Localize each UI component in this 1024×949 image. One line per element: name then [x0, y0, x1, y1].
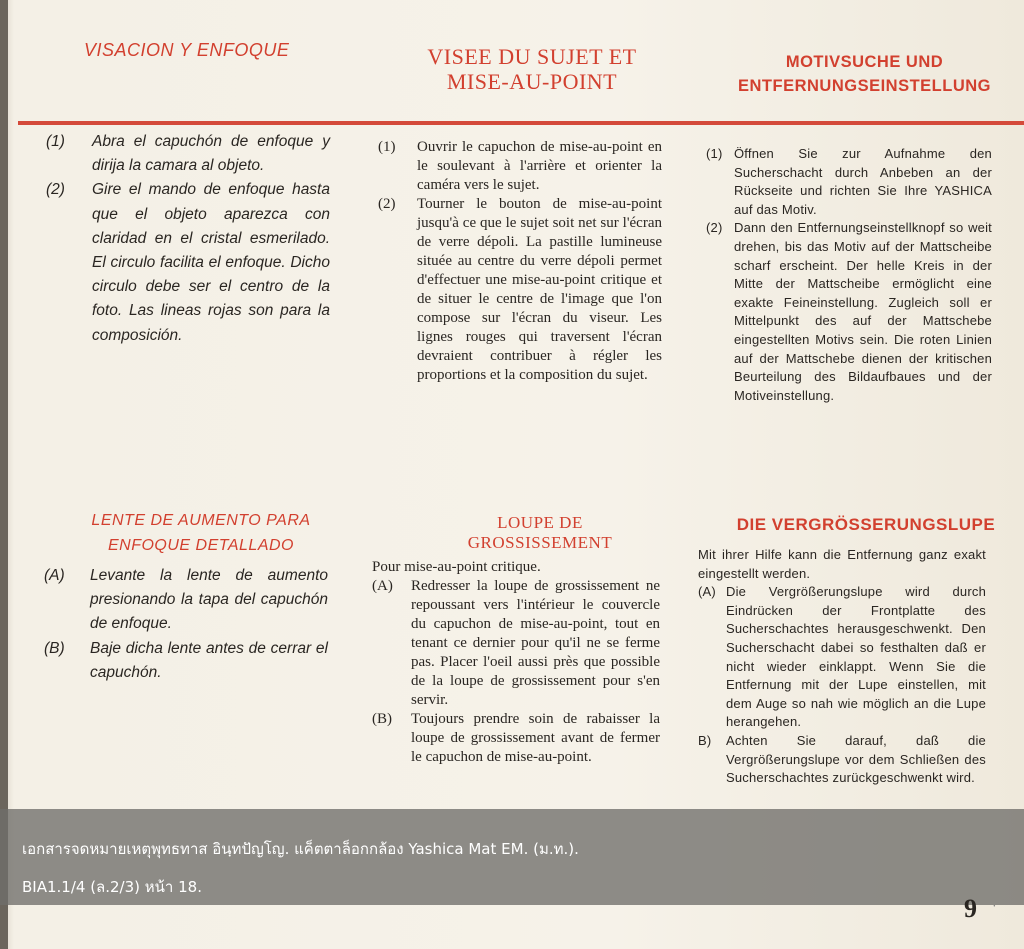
subheading-spanish-line1: LENTE DE AUMENTO PARA [91, 512, 311, 529]
item-number: (2) [706, 220, 723, 236]
list-item [706, 219, 992, 405]
list-item [698, 732, 986, 788]
item-number: (1) [378, 139, 396, 155]
german-magnifier-instructions [698, 546, 986, 788]
spanish-magnifier-instructions [44, 564, 328, 685]
subheading-german [726, 515, 1006, 535]
item-text: Die Vergrößerungslupe wird durch Eindrücken der Frontplatte des Sucherschachtes herausgeschwenkt. Den Sucherschacht dabei so festhalten daß er nicht wieder einklappt. Wenn Sie die Entfernung mit der Lupe einstellen, mit dem Auge so nah wie möglich an die Lupe herangehen. [726, 584, 986, 730]
item-number: (1) [46, 133, 65, 150]
archive-caption-overlay [0, 809, 1024, 905]
french-focus-instructions [378, 138, 662, 385]
subheading-german-text: DIE VERGRÖSSERUNGSLUPE [736, 515, 996, 534]
item-text: Redresser la loupe de grossissement ne repoussant vers l'intérieur le couvercle du capuchon de mise-au-point, tout en tenant ce dernier pour qu'il ne se ferme pas. Placer l'oeil aussi près que possible de la loupe de grossissement pour s'en servir. [411, 578, 660, 708]
list-item [44, 564, 328, 637]
heading-german [722, 50, 1007, 98]
heading-german-line1: MOTIVSUCHE UND [785, 53, 944, 71]
list-item [372, 710, 660, 767]
subheading-french [420, 513, 660, 553]
red-divider-rule [18, 121, 1024, 125]
page-mark: ˙ [992, 903, 997, 918]
french-magnifier-instructions [372, 558, 660, 767]
list-item [378, 195, 662, 385]
book-spine-shadow [0, 0, 8, 949]
item-text: Tourner le bouton de mise-au-point jusqu'à ce que le sujet soit net sur l'écran de verre dépoli. La pastille lumineuse située au centre du verre dépoli permet d'effectuer une mise-au-point critique et de situer le centre de l'image que l'on compose sur l'écran du viseur. Les lignes rouges qui traversent l'écran devraient contribuer à régler les proportions et la composition du sujet. [417, 196, 662, 383]
heading-french-line2: MISE-AU-POINT [446, 69, 618, 94]
list-item [378, 138, 662, 195]
intro-text: Pour mise-au-point critique. [372, 559, 541, 575]
item-text: Toujours prendre soin de rabaisser la loupe de grossissement avant de fermer le capuchon de mise-au-point. [411, 711, 660, 765]
item-text: Ouvrir le capuchon de mise-au-point en le soulevant à l'arrière et orienter la caméra vers le sujet. [417, 139, 662, 193]
list-item [372, 577, 660, 710]
german-focus-instructions [706, 145, 992, 405]
list-item [698, 583, 986, 732]
item-number: B) [698, 732, 712, 748]
heading-spanish-text: VISACION Y ENFOQUE [84, 40, 290, 60]
item-number: (2) [378, 196, 396, 212]
heading-german-line2: ENTFERNUNGSEINSTELLUNG [737, 77, 991, 95]
item-number: (1) [706, 146, 723, 161]
item-number: (B) [372, 711, 392, 727]
heading-spanish [84, 40, 304, 61]
item-text: Baje dicha lente antes de cerrar el capuchón. [90, 639, 328, 681]
subheading-spanish-line2: ENFOQUE DETALLADO [107, 537, 294, 554]
item-number: (A) [698, 584, 716, 600]
caption-line1: เอกสารจดหมายเหตุพุทธทาส อินฺทปัญโญ. แค็ตตาล็อกกล้อง Yashica Mat EM. (ม.ท.). [22, 840, 579, 858]
caption-line2: BIA1.1/4 (ล.2/3) หน้า 18. [22, 878, 202, 896]
list-item [706, 145, 992, 219]
list-item [44, 637, 328, 685]
intro-text: Mit ihrer Hilfe kann die Entfernung ganz exakt eingestellt werden. [698, 547, 986, 581]
item-text: Levante la lente de aumento presionando la tapa del capuchón de enfoque. [90, 567, 328, 633]
subheading-spanish [56, 508, 346, 558]
item-number: (A) [372, 578, 393, 594]
item-text: Öffnen Sie zur Aufnahme den Sucherschacht durch Anbeben an der Rückseite und richten Sie Ihre YASHICA auf das Motiv. [734, 146, 992, 217]
item-text: Gire el mando de enfoque hasta que el objeto aparezca con claridad en el cristal esmerilado. El circulo facilita el enfoque. Dicho circulo debe ser el centro de la foto. Las lineas rojas son para la composición. [92, 181, 330, 344]
heading-french-line1: VISEE DU SUJET ET [427, 44, 637, 69]
item-text: Dann den Entfernungseinstellknopf so weit drehen, bis das Motiv auf der Mattscheibe scharf erscheint. Der helle Kreis in der Mitte der Mattscheibe ermöglicht eine exakte Feineinstellung. Zugleich soll er Mittelpunkt des auf der Mattschebe eingestellten Motivs sein. Die roten Linien auf der Mattschebe dienen der kritischen Beurteilung des Bildaufbaues und der Motiveinstellung. [734, 220, 992, 403]
item-text: Abra el capuchón de enfoque y dirija la camara al objeto. [92, 133, 330, 175]
item-number: (B) [44, 639, 65, 657]
list-item [46, 178, 330, 347]
spanish-focus-instructions [46, 130, 330, 348]
item-number: (2) [46, 181, 65, 199]
item-text: Achten Sie darauf, daß die Vergrößerungslupe vor dem Schließen des Sucherschachtes zurückgeschwenkt wird. [726, 732, 986, 786]
page-number: 9 [964, 894, 977, 923]
subheading-french-line1: LOUPE DE [497, 513, 583, 532]
item-number: (A) [44, 567, 65, 584]
heading-french [398, 44, 666, 94]
list-item [46, 130, 330, 178]
subheading-french-line2: GROSSISSEMENT [467, 533, 613, 552]
